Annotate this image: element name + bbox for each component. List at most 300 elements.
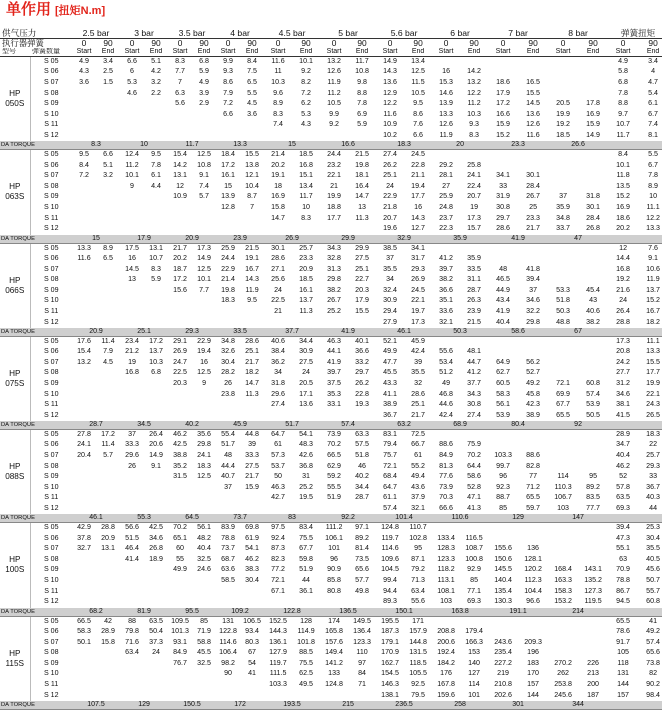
torque-value: 9.6 [273, 88, 283, 97]
torque-value: 95 [414, 544, 423, 553]
torque-value: 47.1 [467, 493, 481, 502]
torque-value: 30.4 [245, 576, 259, 585]
torque-value: 71.9 [197, 626, 211, 635]
torque-value: 101.3 [171, 626, 189, 635]
torque-value: 37 [529, 285, 538, 294]
torque-value [144, 203, 168, 214]
torque-value [240, 400, 264, 411]
torque-value: 80.8 [327, 586, 341, 595]
torque-value: 9.2 [329, 120, 339, 129]
torque-value: 42.7 [271, 493, 285, 502]
torque-value: 55.4 [221, 430, 235, 439]
torque-value: 29.8 [197, 440, 211, 449]
torque-value [168, 586, 192, 597]
torque-value [192, 576, 216, 587]
torque-value: 53.9 [586, 400, 600, 409]
torque-value: 39.4 [616, 523, 630, 532]
torque-value: 86.7 [616, 586, 630, 595]
torque-value: 18.7 [173, 264, 187, 273]
torque-value: 51.7 [221, 440, 235, 449]
torque-value: 32.2 [526, 306, 540, 315]
torque-value: 14.3 [411, 213, 425, 222]
da-torque-blank [608, 421, 662, 430]
torque-value: 25.7 [646, 451, 660, 460]
torque-value: 5.5 [648, 150, 659, 159]
torque-value [578, 243, 608, 254]
torque-value: 6.7 [648, 109, 659, 118]
torque-value: 43.6 [411, 482, 425, 491]
torque-value: 52 [619, 472, 628, 481]
torque-value: 3.4 [103, 57, 113, 66]
pressure-header: 4 bar [216, 28, 264, 39]
torque-value: 10.5 [327, 99, 341, 108]
torque-value: 34 [274, 368, 282, 377]
torque-value: 104.5 [381, 565, 399, 574]
torque-value: 100.8 [465, 554, 483, 563]
torque-value: 25.3 [646, 523, 660, 532]
da-torque-value: 26.9 [264, 235, 320, 244]
torque-value [96, 88, 120, 99]
torque-value [578, 67, 608, 78]
torque-value [120, 109, 144, 120]
torque-value: 10.1 [197, 275, 211, 284]
pressure-header: 6 bar [432, 28, 488, 39]
torque-value: 26.7 [327, 296, 341, 305]
torque-value [96, 275, 120, 286]
torque-value: 62.9 [327, 461, 341, 470]
torque-value: 58.3 [496, 389, 510, 398]
torque-value: 4.5 [247, 99, 257, 108]
torque-value: 16.9 [616, 203, 630, 212]
torque-value: 18.2 [646, 317, 660, 326]
torque-value: 5.9 [357, 120, 367, 129]
spring-qty: S 06 [43, 67, 59, 76]
torque-value [120, 597, 144, 608]
torque-value: 25.1 [245, 347, 259, 356]
torque-value: 103.3 [269, 679, 287, 688]
torque-value: 18.3 [646, 430, 660, 439]
torque-value: 9.3 [469, 120, 480, 129]
torque-value: 53.3 [556, 285, 570, 294]
torque-value: 150.6 [494, 554, 512, 563]
torque-value: 45.8 [526, 389, 540, 398]
torque-value [72, 224, 96, 235]
torque-value: 7.6 [413, 120, 423, 129]
torque-value [96, 307, 120, 318]
table-row [0, 648, 662, 659]
torque-value: 227.2 [494, 658, 512, 667]
torque-value: 17.3 [411, 317, 425, 326]
torque-value: 14.9 [383, 57, 397, 66]
table-row [0, 203, 662, 214]
torque-value: 38.8 [173, 451, 187, 460]
da-torque-label: DA TORQUE [0, 235, 72, 244]
model-name: HP [9, 462, 21, 472]
torque-value [292, 597, 320, 608]
torque-value: 20.5 [299, 378, 313, 387]
torque-value: 22.1 [411, 296, 425, 305]
torque-value: 30.1 [526, 171, 540, 180]
torque-value: 157.9 [409, 626, 427, 635]
torque-value: 45.9 [411, 336, 425, 345]
da-torque-value: 236.5 [376, 701, 432, 710]
torque-value [488, 57, 518, 68]
torque-value: 90.2 [646, 679, 660, 688]
torque-value: 49.5 [299, 679, 313, 688]
torque-value [72, 658, 96, 669]
torque-value [488, 523, 518, 534]
torque-value: 28.6 [271, 253, 285, 262]
table-row [0, 400, 662, 411]
torque-value: 18.9 [149, 554, 163, 563]
torque-value: 12.5 [197, 150, 211, 159]
torque-value: 159.6 [437, 690, 455, 699]
torque-value: 50 [274, 472, 282, 481]
torque-value: 99.4 [383, 576, 397, 585]
torque-value: 97 [358, 658, 366, 667]
torque-value: 81.4 [355, 544, 369, 553]
torque-value: 34.7 [616, 440, 630, 449]
torque-value [120, 576, 144, 587]
torque-value: 15.8 [271, 203, 285, 212]
torque-value: 10.8 [197, 160, 211, 169]
da-torque-value: 40.2 [168, 421, 216, 430]
torque-value: 10 [649, 192, 658, 201]
torque-value: 114 [557, 472, 569, 481]
torque-value [320, 597, 348, 608]
torque-value [144, 400, 168, 411]
torque-value: 131 [617, 669, 629, 678]
pressure-header: 2.5 bar [72, 28, 120, 39]
torque-value: 23.2 [327, 160, 341, 169]
torque-value: 12.9 [383, 88, 397, 97]
torque-value: 7.7 [199, 285, 209, 294]
da-torque-value: 129 [120, 701, 168, 710]
torque-value: 59.2 [327, 472, 341, 481]
torque-value: 35.6 [197, 430, 211, 439]
da-torque-value: 107.5 [72, 701, 120, 710]
torque-value: 38.1 [616, 400, 630, 409]
supply-pressure-label: 供气压力 [0, 28, 72, 39]
torque-value: 17.2 [101, 430, 115, 439]
torque-value: 4 [651, 67, 656, 76]
torque-value: 51.9 [299, 565, 313, 574]
table-row [0, 533, 662, 544]
torque-value: 24.5 [411, 150, 425, 159]
end-label: End [292, 48, 320, 57]
spring-qty: S 05 [43, 616, 59, 625]
table-row [0, 67, 662, 78]
table-row [0, 160, 662, 171]
torque-value [578, 160, 608, 171]
table-row [0, 347, 662, 358]
torque-value: 70.2 [467, 451, 481, 460]
torque-value: 200 [587, 679, 599, 688]
torque-value: 29.7 [355, 368, 369, 377]
torque-value: 11.6 [271, 57, 285, 66]
torque-value: 44.1 [327, 347, 341, 356]
torque-value: 8.8 [357, 88, 367, 97]
torque-value [548, 150, 578, 161]
torque-value: 34.1 [496, 171, 510, 180]
torque-value: 9 [130, 181, 134, 190]
torque-value [192, 307, 216, 318]
torque-value: 13 [358, 203, 366, 212]
torque-value: 45.4 [586, 285, 600, 294]
table-row [0, 317, 662, 328]
torque-value: 37.5 [327, 378, 341, 387]
da-torque-value: 47 [548, 235, 608, 244]
torque-value: 14.5 [526, 99, 540, 108]
spring-qty: S 06 [43, 440, 59, 449]
pressure-header: 3.5 bar [168, 28, 216, 39]
torque-value [120, 400, 144, 411]
torque-value: 71.6 [125, 637, 139, 646]
start-label: Start [72, 48, 96, 57]
torque-value: 187 [587, 690, 599, 699]
torque-value [578, 648, 608, 659]
torque-value [320, 504, 348, 515]
table-row [0, 307, 662, 318]
torque-value: 27.1 [271, 264, 285, 273]
torque-value: 4.4 [151, 181, 161, 190]
torque-value [578, 347, 608, 358]
spring-qty: S 08 [43, 648, 59, 657]
torque-value: 66.6 [439, 504, 453, 512]
torque-value: 10.5 [411, 88, 425, 97]
torque-value: 46.8 [439, 389, 453, 398]
torque-value [348, 690, 376, 701]
torque-value: 28.8 [616, 317, 630, 326]
torque-value: 26.9 [411, 275, 425, 284]
da-torque-value: 17.9 [120, 235, 168, 244]
torque-value: 7.8 [648, 171, 659, 180]
torque-value: 14.9 [149, 451, 163, 460]
spring-qty: S 08 [43, 554, 59, 563]
da-torque-blank [608, 328, 662, 337]
torque-value [320, 410, 348, 421]
torque-value: 16 [200, 357, 208, 366]
torque-value: 8.8 [618, 99, 629, 108]
torque-value: 101.8 [297, 637, 315, 646]
torque-value: 35.3 [327, 389, 341, 398]
torque-value: 29.9 [355, 243, 369, 252]
torque-value: 29.4 [383, 306, 397, 315]
torque-value [548, 430, 578, 441]
torque-value: 15.8 [101, 637, 115, 646]
torque-value [72, 472, 96, 483]
torque-value: 23.3 [526, 213, 540, 222]
spring-qty: S 08 [43, 461, 59, 470]
torque-value: 67.7 [299, 544, 313, 553]
torque-value: 4.7 [648, 78, 659, 87]
table-row [0, 150, 662, 161]
table-row [0, 597, 662, 608]
da-torque-row [0, 141, 662, 150]
torque-value: 65.1 [173, 533, 187, 542]
torque-value: 29.7 [496, 213, 510, 222]
torque-value: 28.4 [526, 181, 540, 190]
torque-value: 26.7 [526, 192, 540, 201]
torque-value [192, 482, 216, 493]
torque-value: 37 [128, 430, 136, 439]
torque-value [192, 680, 216, 691]
torque-value: 8.9 [648, 181, 659, 190]
da-torque-value: 92 [548, 421, 608, 430]
torque-value [72, 109, 96, 120]
torque-value: 3.6 [247, 109, 257, 118]
torque-value: 56.1 [197, 523, 211, 532]
torque-value: 12.1 [245, 171, 259, 180]
torque-value: 131 [222, 616, 234, 625]
torque-value: 63.3 [355, 430, 369, 439]
torque-value: 76.7 [173, 658, 187, 667]
torque-value: 36.8 [299, 461, 313, 470]
torque-value: 24.1 [77, 440, 91, 449]
torque-value: 5.7 [199, 192, 209, 201]
torque-value: 56.1 [496, 400, 510, 409]
torque-value: 43 [589, 296, 598, 305]
torque-value: 136.4 [353, 626, 371, 635]
torque-value [432, 336, 460, 347]
torque-value: 8.3 [175, 57, 185, 66]
torque-value: 63.6 [221, 565, 235, 574]
torque-value: 18 [274, 181, 282, 190]
torque-value: 111.2 [325, 523, 343, 532]
spring-qty: S 10 [43, 482, 59, 491]
torque-value [96, 120, 120, 131]
torque-value: 25.6 [271, 275, 285, 284]
torque-value: 22.9 [197, 336, 211, 345]
torque-value: 59.7 [526, 504, 540, 512]
torque-value [120, 389, 144, 400]
torque-value: 119.7 [381, 533, 399, 542]
torque-value: 196 [527, 648, 539, 657]
torque-value [518, 336, 548, 347]
da-torque-row [0, 608, 662, 617]
torque-value [96, 680, 120, 691]
start-label: Start [216, 48, 240, 57]
torque-value: 67.1 [271, 586, 285, 595]
torque-value: 116.5 [465, 533, 483, 542]
torque-value: 13.7 [646, 285, 660, 294]
torque-value: 200.6 [437, 637, 455, 646]
end-label: End [192, 48, 216, 57]
table-row [0, 504, 662, 515]
torque-value: 8.1 [648, 131, 659, 139]
torque-value [72, 389, 96, 400]
torque-value: 51.9 [327, 493, 341, 502]
angle-90: 90 [413, 38, 423, 48]
da-torque-value: 35.9 [432, 235, 488, 244]
torque-value: 124.8 [325, 679, 343, 688]
torque-value [216, 131, 240, 142]
table-row [0, 658, 662, 669]
da-torque-row [0, 421, 662, 430]
torque-value: 57.3 [271, 451, 285, 460]
torque-value: 77.6 [439, 472, 453, 481]
torque-value [216, 504, 240, 515]
torque-value [216, 597, 240, 608]
spring-qty: S 09 [43, 658, 59, 667]
torque-value: 52.7 [526, 368, 540, 377]
torque-value [518, 430, 548, 441]
spring-qty: S 06 [43, 253, 59, 262]
torque-value [72, 317, 96, 328]
angle-90: 90 [247, 38, 257, 48]
torque-value [548, 523, 578, 534]
torque-value: 110.3 [554, 482, 572, 491]
da-torque-value: 32.9 [376, 235, 432, 244]
torque-value: 79.5 [411, 690, 425, 699]
torque-value [548, 67, 578, 78]
da-torque-value: 50.3 [432, 328, 488, 337]
torque-value: 83.9 [221, 523, 235, 532]
torque-value: 15.6 [173, 285, 187, 294]
torque-value: 9.9 [223, 57, 233, 66]
angle-0: 0 [225, 38, 231, 48]
da-torque-value: 28.7 [72, 421, 120, 430]
torque-value: 65.6 [646, 648, 660, 657]
torque-value [320, 131, 348, 142]
torque-value: 18.5 [299, 150, 313, 159]
model-cell [0, 243, 30, 328]
torque-value: 48.2 [197, 533, 211, 542]
torque-value: 157 [527, 679, 539, 688]
torque-value: 26 [224, 378, 232, 387]
torque-value [144, 99, 168, 110]
torque-value: 13.2 [467, 78, 481, 87]
torque-value [120, 472, 144, 483]
torque-value: 24 [274, 285, 282, 294]
angle-0: 0 [443, 38, 449, 48]
torque-value: 32.8 [327, 253, 341, 262]
torque-value: 15.2 [616, 192, 630, 201]
torque-value: 14.7 [355, 192, 369, 201]
torque-value: 102.8 [409, 533, 427, 542]
torque-value: 23.8 [221, 389, 235, 398]
torque-value: 45.5 [383, 368, 397, 377]
torque-value: 55.1 [616, 544, 630, 553]
torque-value [120, 203, 144, 214]
torque-value: 140 [468, 658, 480, 667]
torque-value [96, 389, 120, 400]
torque-value: 58.6 [467, 472, 481, 481]
title-main: 单作用 [6, 1, 52, 18]
torque-value [216, 224, 240, 235]
torque-value: 48 [499, 264, 508, 273]
end-label: End [96, 48, 120, 57]
torque-value [168, 680, 192, 691]
torque-value: 60.8 [646, 597, 660, 606]
end-label: End [518, 48, 548, 57]
torque-value [96, 586, 120, 597]
torque-value: 24.5 [411, 285, 425, 294]
torque-value [488, 243, 518, 254]
torque-value: 38.2 [586, 317, 600, 326]
torque-value: 170 [527, 669, 539, 678]
torque-value: 17.3 [467, 213, 481, 222]
torque-value: 13.5 [616, 181, 630, 190]
torque-value [120, 213, 144, 224]
torque-value [96, 203, 120, 214]
torque-value: 243.6 [494, 637, 512, 646]
torque-value: 63.5 [616, 493, 630, 502]
torque-value [348, 224, 376, 235]
torque-value [72, 576, 96, 587]
torque-value: 13.2 [327, 57, 341, 66]
torque-value [144, 565, 168, 576]
